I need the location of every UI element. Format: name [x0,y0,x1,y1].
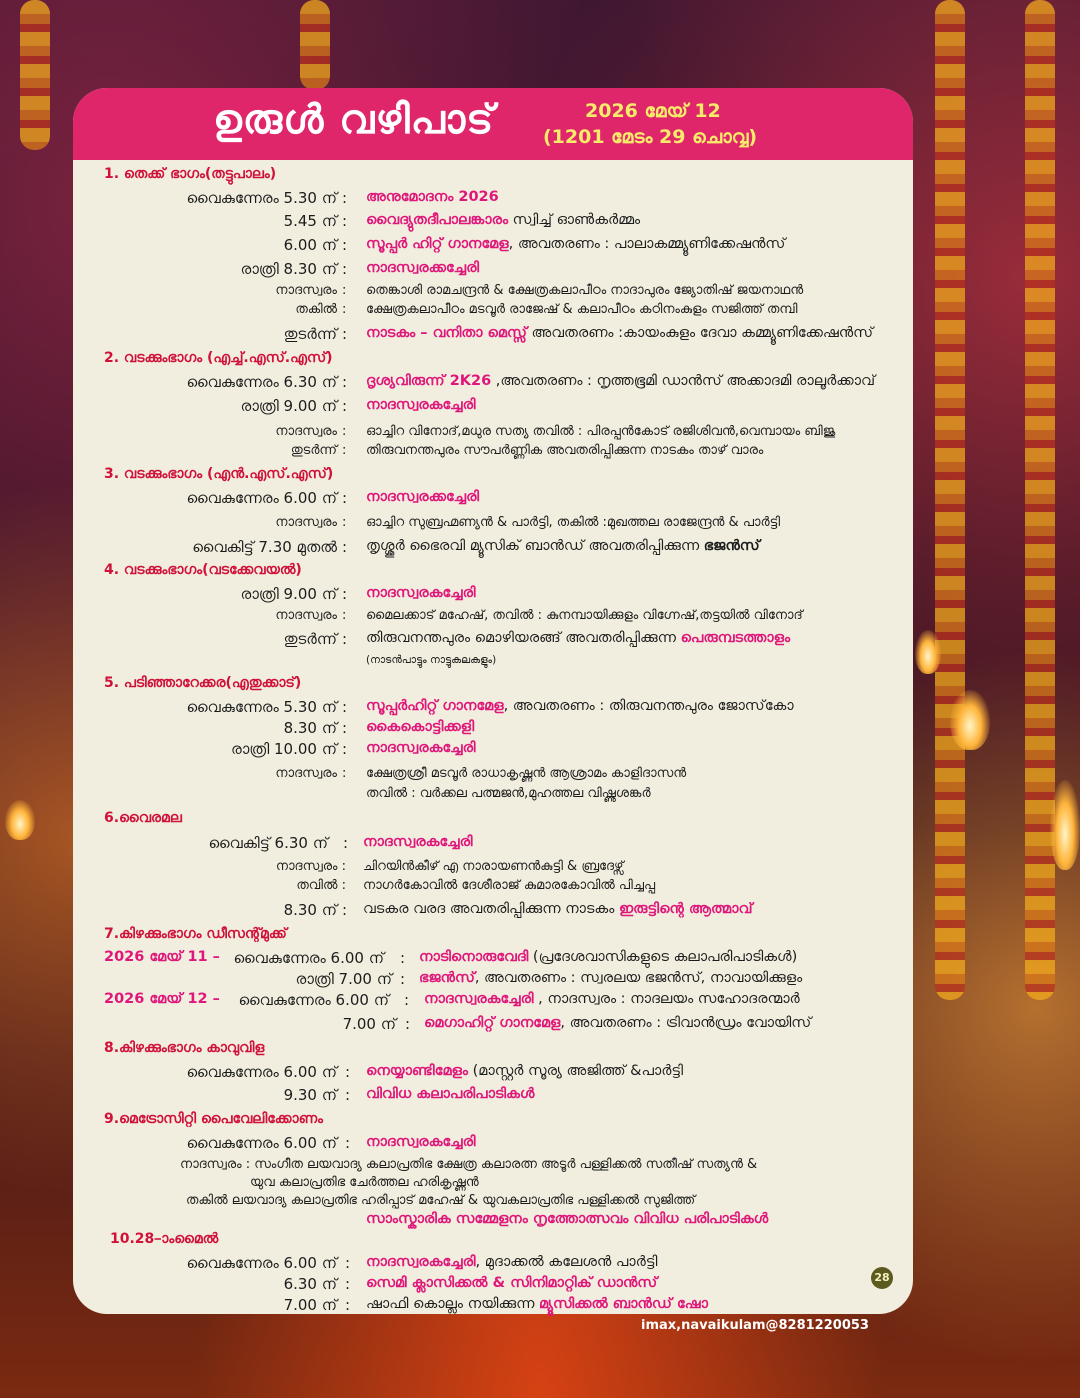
event-text [424,991,800,1007]
event-highlight: നെയ്യാണ്ടിമേളം [366,1063,468,1079]
event-detail: തിരുവനന്തപുരം മൊഴിയരങ്ങ് അവതരിപ്പിക്കുന്ന [366,630,681,646]
garland-decoration [1025,0,1055,1000]
event-highlight: സൂപ്പർ ഹിറ്റ് ഗാനമേള [366,236,509,252]
section-title: 4. വടക്കുംഭാഗം(വടക്കേവയൽ) [104,562,302,578]
event-highlight: മ്യൂസിക്കൽ ബാൻഡ് ഷോ [539,1296,708,1312]
event-text: നാദസ്വരകച്ചേരി [366,585,476,601]
event-text: നാദസ്വരകച്ചേരി [366,397,476,413]
time-label: 9.30 ന് [283,1086,337,1104]
event-text: നാദസ്വരകച്ചേരി [366,740,476,756]
event-text: അനുമോദനം 2026 [366,189,499,205]
colon: : [345,1275,351,1293]
event-text [424,1015,811,1031]
colon: : [342,325,348,343]
colon: : [342,585,348,603]
performer-text: യുവ കലാപ്രതിഭ ചേർത്തല ഹരികൃഷ്ണൻ [250,1175,479,1190]
colon: : [342,373,348,391]
colon: : [342,212,348,230]
event-text: നാദസ്വരക്കച്ചേരി [366,260,480,276]
event-text: നാദസ്വരക്കച്ചേരി [366,489,480,505]
event-text [419,949,797,965]
event-detail: വടകര വരദ അവതരിപ്പിക്കുന്ന നാടകം [363,901,619,917]
time-label: വൈകിട്ട് 7.30 മുതൽ [192,538,337,556]
event-detail: സ്വിച്ച് ഓൺകർമ്മം [508,212,641,228]
colon: : [342,608,347,623]
credit-text: imax,navaikulam@8281220053 [641,1318,869,1333]
time-label: 8.30 ന് [283,719,337,737]
colon: : [342,443,347,458]
section-title: 2. വടക്കുംഭാഗം (എച്ച്.എസ്.എസ്) [104,350,333,366]
colon: : [345,1134,351,1152]
time-label: വൈകുന്നേരം 6.00 ന് [238,991,389,1009]
event-highlight: ഭജൻസ് [703,538,760,554]
performer-text: തെങ്കാശി രാമചന്ദ്രൻ & ക്ഷേത്രകലാപീഠം നാദാപുരം ജ്യോതിഷ് ജയനാഥൻ [366,283,804,298]
event-highlight: പെരുമ്പടത്താളം [680,630,791,646]
colon: : [342,538,348,556]
performer-text: മൈലക്കാട് മഹേഷ്, തവിൽ : കുനമ്പായിക്കുളം വിഗ്നേഷ്,തട്ടയിൽ വിനോദ് [366,608,803,623]
colon: : [405,1015,411,1033]
colon: : [342,766,347,781]
performer-text: ഓച്ചിറ വിനോദ്,മധുര സത്യ തവിൽ : പിരപ്പൻകോട് രജിശിവൻ,വെമ്പായം ബിജു [366,424,836,439]
time-label: വൈകുന്നേരം 6.30 ന് [186,373,337,391]
colon: : [342,283,347,298]
colon: : [342,719,348,737]
performer-text: തിരുവനന്തപുരം സൗപർണ്ണിക അവതരിപ്പിക്കുന്ന നാടകം താഴ് വാരം [366,443,764,458]
header-malayalam-date: (1201 മേടം 29 ചൊവ്വ) [543,126,758,148]
header-date: 2026 മേയ് 12 [585,100,721,122]
event-detail: തൃശ്ശൂർ ഭൈരവി മ്യൂസിക് ബാൻഡ് അവതരിപ്പിക്കുന്ന [366,538,704,554]
colon: : [342,236,348,254]
event-detail: , അവതരണം : പാലാകമ്മ്യൂണിക്കേഷൻസ് [508,236,786,252]
performer-text: തവിൽ : വർക്കല പത്മജൻ,മുഹത്തല വിഷ്ണുശങ്കർ [366,786,651,801]
event-text [363,901,753,917]
section-title: 7.കിഴക്കുംഭാഗം ഡീസന്റ്മുക്ക് [104,926,287,942]
time-label: വൈകിട്ട് 6.30 ന് [208,834,328,852]
header-banner [73,88,913,160]
event-text: നാദസ്വരകച്ചേരി [366,1134,476,1150]
event-text [366,1296,708,1312]
colon: : [400,949,406,967]
colon: : [345,1063,351,1081]
event-highlight: വൈദ്യുതദീപാലങ്കാരം [366,212,509,228]
page-number: 28 [871,1267,893,1289]
time-label: രാത്രി 10.00 ന് [231,740,337,758]
event-detail: (പ്രദേശവാസികളുടെ കലാപരിപാടികൾ) [528,949,798,965]
date-label: 2026 മേയ് 12 – [104,991,220,1007]
colon: : [342,630,348,648]
event-highlight: സൂപ്പർഹിറ്റ് ഗാനമേള [366,698,504,714]
time-label: വൈകുന്നേരം 6.00 ന് [186,1134,337,1152]
performer-text: ഓച്ചിറ സുബ്രഹ്മണ്യൻ & പാർട്ടി, തകിൽ :മുഖത്തല രാജേന്ദ്രൻ & പാർട്ടി [366,515,781,530]
colon: : [342,397,348,415]
garland-decoration [935,0,965,1000]
event-detail: ,അവതരണം : നൃത്തഭൂമി ഡാൻസ് അക്കാദമി രാലൂർക്കാവ് [491,373,875,389]
time-label: വൈകുന്നേരം 6.00 ന് [186,1254,337,1272]
time-label: 6.30 ന് [283,1275,337,1293]
event-detail: , അവതരണം : തിരുവനന്തപുരം ജോസ്‌കോ [503,698,794,714]
event-text: കൈകൊട്ടിക്കളി [366,719,475,735]
time-label: 5.45 ന് [283,212,337,230]
time-label: 8.30 ന് [283,901,337,919]
event-highlight: നാടകം – വനിതാ മെസ്സ് [366,325,527,341]
time-label: വൈകുന്നേരം 6.00 ന് [233,949,384,967]
time-label: വൈകുന്നേരം 6.00 ന് [186,489,337,507]
performer-label: നാദസ്വരം [275,283,337,298]
time-label: രാത്രി 7.00 ന് [295,970,392,988]
event-highlight: ദൃശ്യവിരുന്ന് 2K26 [366,373,492,389]
event-highlight: നാടിനൊരുവേദി [419,949,529,965]
event-text [366,630,790,646]
event-highlight: നാദസ്വരകച്ചേരി [424,991,534,1007]
colon: : [342,740,348,758]
time-label: വൈകുന്നേരം 5.30 ന് [186,698,337,716]
event-highlight: മെഗാഹിറ്റ് ഗാനമേള [424,1015,561,1031]
event-text [366,538,760,554]
page-title: ഉരുൾ വഴിപാട് [213,96,495,143]
performer-text: ചിറയിൻകീഴ് എ നാരായണൻകുട്ടി & ബ്രദേഴ്സ് [363,859,624,874]
oil-lamp-icon [950,690,990,750]
performer-label: തുടർന്ന് [290,443,337,458]
section-title: 9.മെട്രോസിറ്റി പൈവേലിക്കോണം [104,1111,324,1127]
oil-lamp-icon [915,630,941,674]
event-text: വിവിധ കലാപരിപാടികൾ [366,1086,535,1102]
event-text [366,325,873,341]
time-label: വൈകുന്നേരം 6.00 ന് [186,1063,337,1081]
performer-text: നാഗർകോവിൽ ദേശീരാജ് കുമാരകോവിൽ പിച്ചപ്പ [363,878,656,893]
garland-decoration [300,0,330,90]
performer-label: തകിൽ [295,302,337,317]
date-label: 2026 മേയ് 11 – [104,949,220,965]
performer-text: ക്ഷേത്രകലാപീഠം മടവൂർ രാജേഷ് & കലാപീഠം കഠിനംകുളം സജിത്ത് തമ്പി [366,302,798,317]
colon: : [342,424,347,439]
time-label: രാത്രി 8.30 ന് [240,260,337,278]
section-title: 3. വടക്കുംഭാഗം (എൻ.എസ്.എസ്) [104,466,334,482]
time-label: വൈകുന്നേരം 5.30 ന് [186,189,337,207]
section-title: 6.വൈരമല [104,810,182,826]
event-detail: ഷാഫി കൊല്ലം നയിക്കുന്ന [366,1296,539,1312]
performer-label: തവിൽ : [296,878,346,893]
event-text: നാദസ്വരകച്ചേരി [363,834,473,850]
section-title: 1. തെക്ക് ഭാഗം(തട്ടുപാലം) [104,166,277,182]
colon: : [342,489,348,507]
oil-lamp-icon [1050,780,1080,870]
time-label: 7.00 ന് [342,1015,396,1033]
performer-label: നാദസ്വരം [275,766,337,781]
colon: : [342,260,348,278]
event-detail: , മുദാക്കൽ കലേശൻ പാർട്ടി [475,1254,658,1270]
event-highlight: ഭജൻസ് [419,970,475,986]
section-title: 5. പടിഞ്ഞാറേക്കര(എതുക്കാട്) [104,675,302,691]
event-note: (നാടൻപാട്ടും നാട്ടുകലകളും) [366,654,497,666]
performer-text: നാദസ്വരം : സംഗീത ലയവാദ്യ കലാപ്രതിഭ ക്ഷേത്ര കലാരത്ന അടൂർ പള്ളിക്കൽ സതീഷ് സത്യൻ & [180,1157,758,1172]
time-label: 6.00 ന് [283,236,337,254]
event-highlight: ഇരുട്ടിന്റെ ആത്മാവ് [618,901,753,917]
garland-decoration [20,0,50,150]
event-detail: , നാദസ്വരം : നാദലയം സഹോദരന്മാർ [533,991,800,1007]
colon: : [342,698,348,716]
event-text [366,1063,683,1079]
colon: : [342,515,347,530]
event-text [419,970,802,986]
event-detail: അവതരണം :കായംകുളം ദേവാ കമ്മ്യൂണിക്കേഷൻസ് [526,325,874,341]
event-text: സെമി ക്ലാസിക്കൽ & സിനിമാറ്റിക് ഡാൻസ് [366,1275,658,1291]
colon: : [342,302,347,317]
time-label: 7.00 ന് [283,1296,337,1314]
colon: : [345,1296,351,1314]
event-text [366,236,785,252]
section-title: 10.28–ാംമൈൽ [110,1231,219,1247]
event-highlight: നാദസ്വരകച്ചേരി [366,1254,476,1270]
time-label: രാത്രി 9.00 ന് [240,585,337,603]
performer-text: തകിൽ ലയവാദ്യ കലാപ്രതിഭ ഹരിപ്പാട് മഹേഷ് & യുവകലാപ്രതിഭ പള്ളിക്കൽ സുജിത്ത് [186,1193,696,1208]
oil-lamp-icon [5,800,35,840]
performer-label: നാദസ്വരം [275,424,337,439]
performer-label: നാദസ്വരം [275,608,337,623]
event-detail: , അവതരണം : സ്വരലയ ഭജൻസ്, നാവായിക്കുളം [474,970,803,986]
time-label: തുടർന്ന് [283,325,337,343]
event-text [366,698,794,714]
event-text [366,212,640,228]
time-label: തുടർന്ന് [283,630,337,648]
colon: : [404,991,410,1009]
event-text: സാംസ്കാരിക സമ്മേളനം നൃത്തോത്സവം വിവിധ പരിപാടികൾ [366,1211,769,1227]
colon: : [345,1254,351,1272]
event-detail: (മാസ്റ്റർ സൂര്യ അജിത്ത് &പാർട്ടി [467,1063,683,1079]
event-detail: , അവതരണം : ട്രിവാൻഡ്രം വോയിസ് [560,1015,812,1031]
time-label: രാത്രി 9.00 ന് [240,397,337,415]
performer-text: ക്ഷേത്രശ്രീ മടവൂർ രാധാകൃഷ്ണൻ ആശ്രാമം കാളിദാസൻ [366,766,687,781]
colon: : [343,834,349,852]
colon: : [345,1086,351,1104]
event-text [366,1254,657,1270]
section-title: 8.കിഴക്കുംഭാഗം കാവുവിള [104,1040,265,1056]
colon: : [342,189,348,207]
performer-label: നാദസ്വരം : [275,859,346,874]
colon: : [342,901,348,919]
event-text [366,373,875,389]
performer-label: നാദസ്വരം [275,515,337,530]
colon: : [400,970,406,988]
